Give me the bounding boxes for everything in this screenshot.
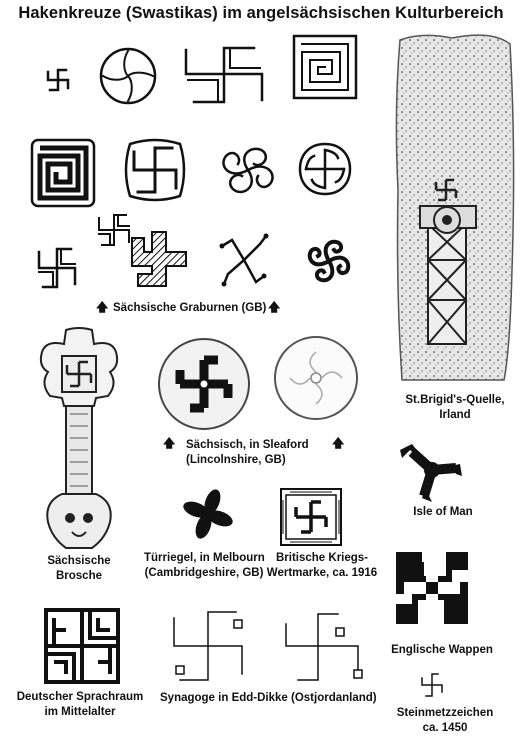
melbourn-door-bolt-pinwheel (178, 488, 238, 540)
synagogue-swastika-right (282, 610, 362, 684)
caption-german-area-line2: im Mittelalter (44, 706, 116, 718)
caption-stonemason (380, 706, 510, 736)
caption-stonemason-line1: Steinmetzzeichen (396, 707, 494, 719)
urn-circle-swastika (98, 46, 158, 106)
up-arrow-icon: 🡅 (332, 436, 345, 450)
sleaford-disc-swastika (156, 336, 252, 432)
urn-bent-leg-swastika (218, 232, 270, 288)
caption-sleaford-line2: (Lincolnshire, GB) (186, 454, 286, 466)
caption-st-brigid (392, 393, 518, 423)
war-stamp-image (280, 488, 342, 546)
caption-st-brigid-line2: Irland (439, 409, 471, 421)
caption-war-stamp (262, 551, 382, 581)
caption-sleaford-line1: Sächsisch, in Sleaford (186, 439, 309, 451)
caption-war-stamp-line2: Wertmarke, ca. 1916 (266, 567, 378, 579)
urn-rounded-swastika (122, 134, 188, 206)
german-meander-swastika (42, 606, 122, 686)
isle-of-man-triskelion (398, 440, 466, 504)
urn-square-meander (292, 34, 358, 100)
st-brigid-stone-image (392, 30, 518, 382)
caption-sleaford (186, 438, 309, 468)
urn-large-swastika (176, 44, 272, 106)
caption-st-brigid-line1: St.Brigid's-Quelle, (405, 394, 505, 406)
caption-brooch (36, 554, 122, 584)
urn-square-spiral-swastika (30, 138, 96, 208)
caption-synagogue: Synagoge in Edd-Dikke (Ostjordanland) (160, 692, 377, 704)
caption-brooch-line2: Brosche (55, 570, 103, 582)
up-arrow-icon: 🡅 (268, 300, 281, 314)
stonemason-mark (418, 672, 446, 698)
caption-stonemason-line2: ca. 1450 (422, 722, 468, 734)
caption-melbourn-line1: Türriegel, in Melbourn (144, 552, 265, 564)
urn-curved-swastika (216, 142, 280, 198)
urn-swastika-small (46, 68, 70, 92)
up-arrow-icon: 🡅 (96, 300, 109, 314)
urn-open-swastika (36, 246, 78, 290)
up-arrow-icon: 🡅 (163, 436, 176, 450)
urn-hatched-swastika (130, 230, 188, 288)
page-title: Hakenkreuze (Swastikas) im angelsächsischen Kulturbereich (18, 4, 504, 22)
urn-scroll-swastika (304, 236, 354, 286)
urn-small-hook-swastika (96, 212, 132, 248)
caption-melbourn (144, 551, 264, 581)
saxon-brooch-image (36, 326, 122, 552)
caption-german-area-line1: Deutscher Sprachraum (16, 691, 144, 703)
sleaford-disc-faint (272, 334, 360, 422)
caption-english-arms: Englische Wappen (391, 644, 493, 656)
caption-melbourn-line2: (Cambridgeshire, GB) (144, 567, 264, 579)
caption-saxon-urns: Sächsische Graburnen (GB) (113, 302, 267, 314)
caption-war-stamp-line1: Britische Kriegs- (275, 552, 369, 564)
urn-circle-swastika-2 (296, 140, 354, 198)
english-arms-swastika (396, 552, 468, 624)
caption-isle-of-man: Isle of Man (413, 506, 473, 518)
caption-brooch-line1: Sächsische (47, 555, 111, 567)
caption-german-area (14, 690, 146, 720)
synagogue-swastika-left (170, 608, 246, 684)
